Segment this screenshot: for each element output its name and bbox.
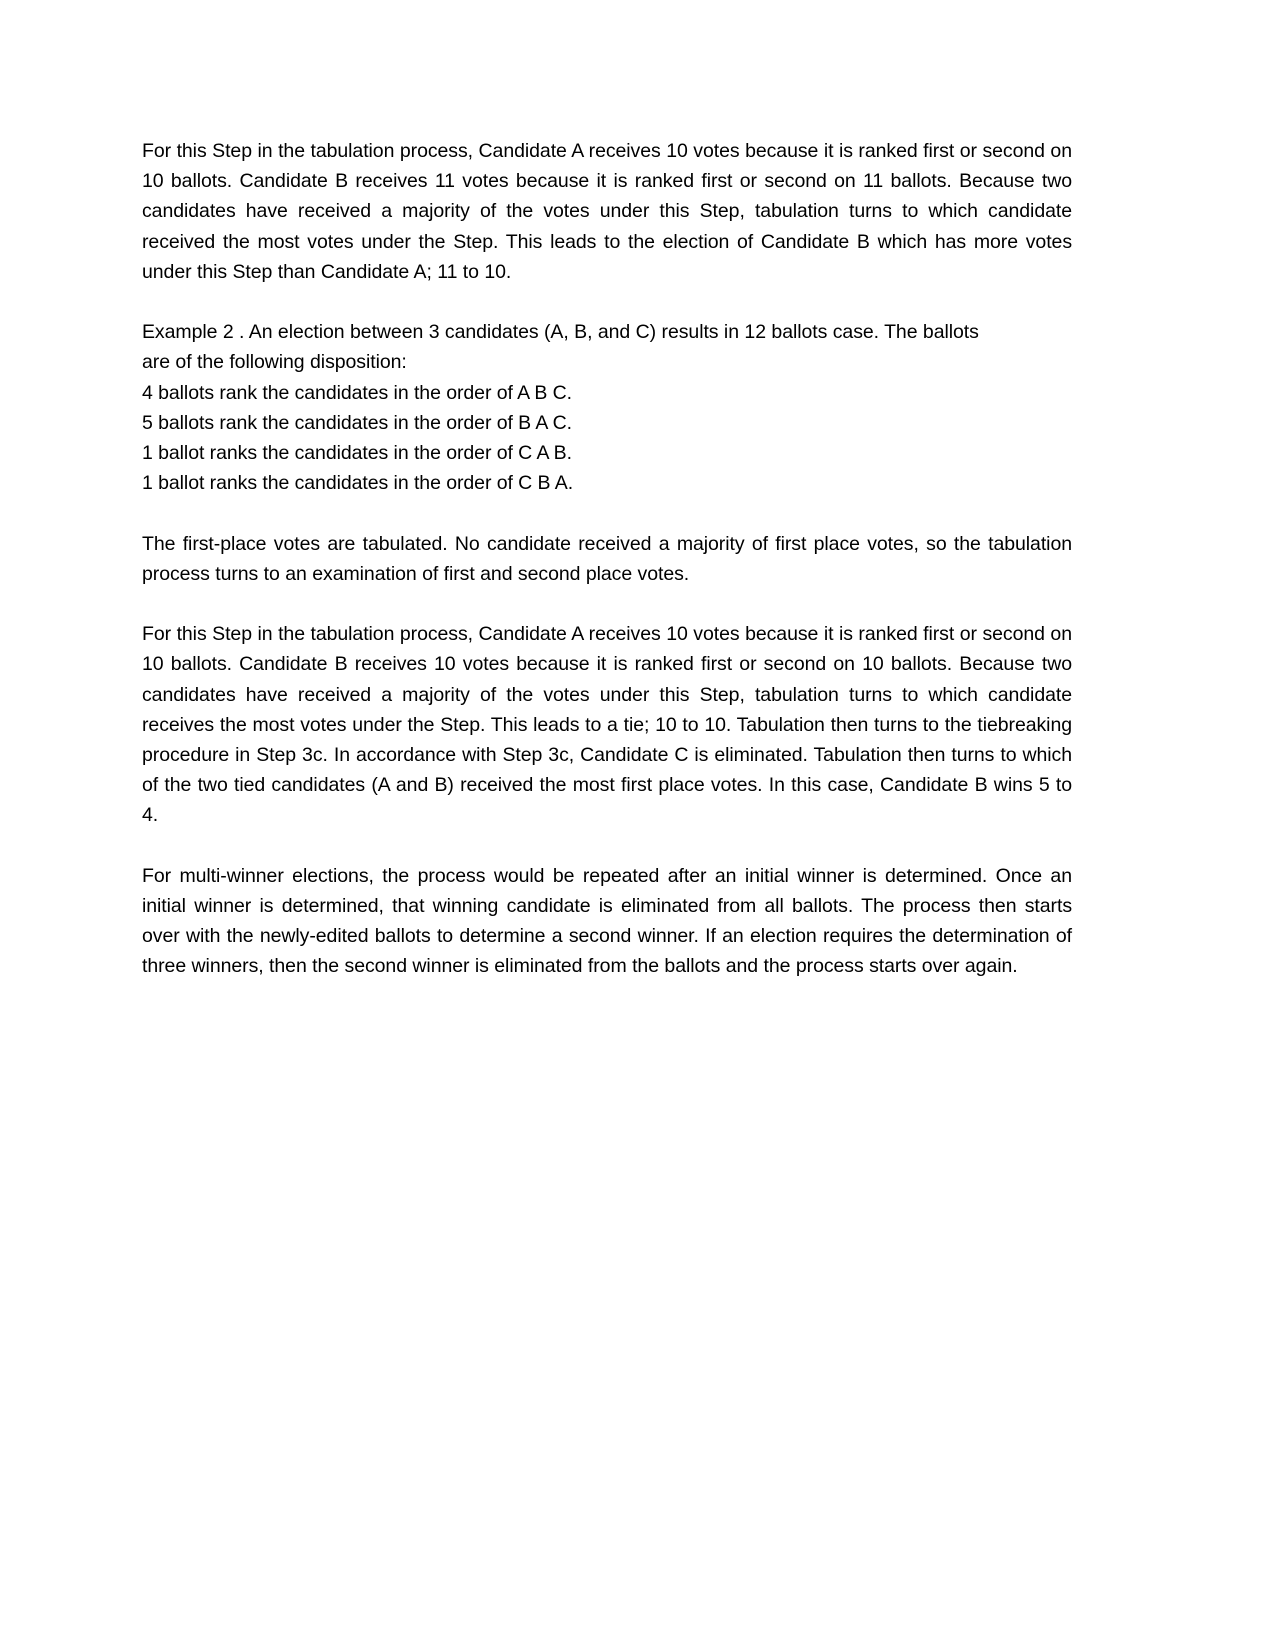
- ballot-line: 1 ballot ranks the candidates in the order of C B A.: [142, 472, 574, 495]
- paragraph-example1-result: For this Step in the tabulation process, Candidate A receives 10 votes because it is ranked first or second on 10 ballots. Candidate B receives 11 votes because it is ranked first or second on 11 ballots. Because two candidates have received a majority of the votes under this Step, tabulation turns to which candidate received the most votes under the Step. This leads to the election of Candidate B which has more votes under this Step than Candidate A; 11 to 10.: [142, 140, 1072, 283]
- paragraph-spacer: [142, 589, 1072, 619]
- paragraph-example2-step-result: For this Step in the tabulation process, Candidate A receives 10 votes because it is ranked first or second on 10 ballots. Candidate B receives 10 votes because it is ranked first or second on 10 ballots. Because two candidates have received a majority of the votes under this Step, tabulation turns to which candidate receives the most votes under the Step. This leads to a tie; 10 to 10. Tabulation then turns to the tiebreaking procedure in Step 3c. In accordance with Step 3c, Candidate C is eliminated. Tabulation then turns to which of the two tied candidates (A and B) received the most first place votes. In this case, Candidate B wins 5 to 4.: [142, 623, 1072, 827]
- paragraph-example2-intro-line1: Example 2 . An election between 3 candidates (A, B, and C) results in 12 ballots case. The ballots: [142, 321, 979, 344]
- paragraph-spacer: [142, 831, 1072, 861]
- document-body: [142, 136, 1072, 982]
- ballot-line: 4 ballots rank the candidates in the order of A B C.: [142, 381, 572, 404]
- paragraph-spacer: [142, 498, 1072, 528]
- ballot-line: 1 ballot ranks the candidates in the order of C A B.: [142, 442, 572, 465]
- ballot-line: 5 ballots rank the candidates in the order of B A C.: [142, 411, 572, 434]
- paragraph-example2-intro-line2: are of the following disposition:: [142, 351, 407, 374]
- paragraph-multi-winner-process: For multi-winner elections, the process would be repeated after an initial winner is determined. Once an initial winner is determined, that winning candidate is eliminated from all ballots. The process then starts over with the newly-edited ballots to determine a second winner. If an election requires the determination of three winners, then the second winner is eliminated from the ballots and the process starts over again.: [142, 864, 1072, 978]
- paragraph-spacer: [142, 287, 1072, 317]
- paragraph-first-place-tabulation: The first-place votes are tabulated. No candidate received a majority of first place votes, so the tabulation process turns to an examination of first and second place votes.: [142, 532, 1072, 585]
